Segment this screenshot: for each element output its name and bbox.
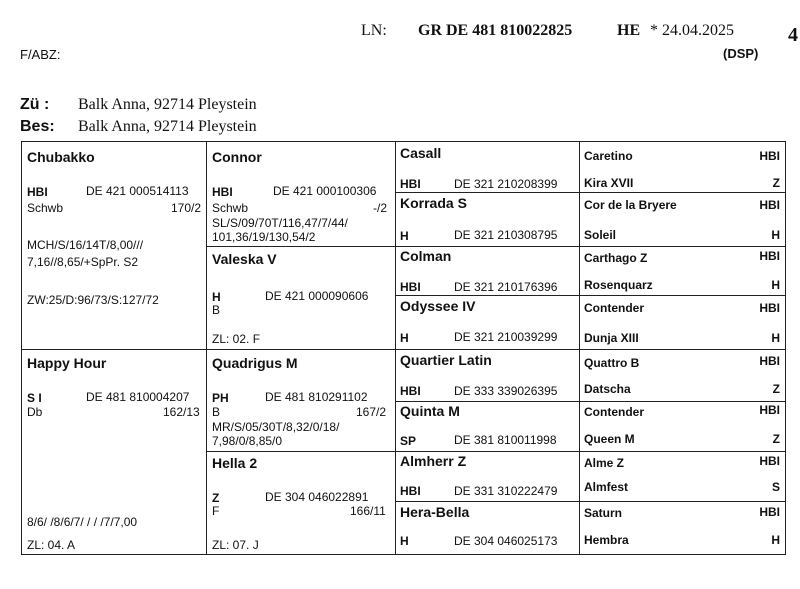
gen4-name: Cor de la Bryere [584, 198, 677, 212]
gen3-ueln: DE 381 810011998 [454, 433, 557, 447]
gen4-breed: HBI [759, 505, 780, 519]
fabz-label: F/ABZ: [20, 47, 61, 62]
dam-performance: 8/6/ /8/6/7/ / / /7/7,00 [27, 515, 138, 529]
sire-breed: HBI [27, 185, 48, 199]
gen4-breed: HBI [759, 149, 780, 163]
row-divider-main [22, 349, 785, 350]
sire-performance-1: MCH/S/16/14T/8,00/// [27, 238, 144, 252]
ss-ueln: DE 421 000100306 [273, 184, 377, 198]
dam-height: 162/13 [163, 405, 200, 419]
gen3-ueln: DE 321 210308795 [454, 228, 558, 242]
gen3-name: Almherr Z [400, 453, 467, 469]
sire-name: Chubakko [27, 149, 95, 165]
gen3-name: Hera-Bella [400, 504, 470, 520]
gen4-breed: HBI [759, 198, 780, 212]
gen3-breed: HBI [400, 484, 421, 498]
dd-zl: ZL: 07. J [212, 538, 259, 552]
ds-name: Quadrigus M [212, 355, 298, 371]
dam-name: Happy Hour [27, 355, 107, 371]
gen3-name: Quinta M [400, 403, 460, 419]
sd-zl: ZL: 02. F [212, 332, 261, 346]
gen4-breed: Z [772, 382, 780, 396]
row-divider-e3 [395, 295, 785, 296]
gen4-breed: H [771, 331, 780, 345]
gen3-name: Quartier Latin [400, 352, 492, 368]
gen4-name: Almfest [584, 480, 629, 494]
gen3-name: Odyssee IV [400, 298, 476, 314]
gen4-name: Datscha [584, 382, 631, 396]
gen4-name: Dunja XIII [584, 331, 639, 345]
ln-value: GR DE 481 810022825 [418, 22, 573, 39]
gen4-breed: HBI [759, 454, 780, 468]
col-divider-1 [206, 142, 207, 554]
dam-zl: ZL: 04. A [27, 538, 76, 552]
ss-height: -/2 [373, 201, 388, 215]
gen4-breed: HBI [759, 354, 780, 368]
gen4-name: Alme Z [584, 456, 625, 470]
gen3-breed: SP [400, 434, 417, 448]
gen3-ueln: DE 304 046025173 [454, 534, 558, 548]
gen4-name: Hembra [584, 533, 629, 547]
gen3-breed: H [400, 229, 409, 243]
gen3-ueln: DE 321 210039299 [454, 330, 558, 344]
gen3-breed: H [400, 331, 409, 345]
sd-color: B [212, 303, 221, 317]
gen3-ueln: DE 333 339026395 [454, 384, 558, 398]
gen4-name: Soleil [584, 228, 617, 242]
sire-height: 170/2 [171, 201, 202, 215]
row-divider-e1 [395, 192, 785, 193]
sd-name: Valeska V [212, 251, 277, 267]
sex-code: HE [617, 22, 641, 39]
gen4-name: Contender [584, 301, 644, 315]
sd-ueln: DE 421 000090606 [265, 289, 369, 303]
dd-breed: Z [212, 491, 220, 505]
sire-performance-2: 7,16//8,65/+SpPr. S2 [27, 255, 139, 269]
dd-height: 166/11 [350, 504, 386, 518]
col-divider-3 [579, 142, 580, 554]
dd-name: Hella 2 [212, 455, 258, 471]
gen3-name: Korrada S [400, 195, 467, 211]
gen4-breed: HBI [759, 301, 780, 315]
page-number: 4 [788, 24, 798, 46]
breeder-label: Zü : [20, 96, 50, 113]
dam-ueln: DE 481 810004207 [86, 390, 190, 404]
row-divider-q3 [206, 451, 785, 452]
sire-ueln: DE 421 000514113 [86, 184, 189, 198]
dd-ueln: DE 304 046022891 [265, 490, 369, 504]
sd-breed: H [212, 290, 221, 304]
gen4-breed: H [771, 228, 780, 242]
gen4-breed: S [771, 480, 780, 494]
ds-performance-2: 7,98/0/8,85/0 [212, 434, 283, 448]
ss-color: Schwb [212, 201, 249, 215]
ds-height: 167/2 [356, 405, 387, 419]
gen3-ueln: DE 321 210176396 [454, 280, 558, 294]
ln-label: LN: [361, 22, 387, 39]
ds-color: B [212, 405, 221, 419]
ss-breed: HBI [212, 185, 233, 199]
gen3-breed: HBI [400, 177, 421, 191]
gen3-ueln: DE 321 210208399 [454, 177, 558, 191]
gen4-name: Saturn [584, 506, 623, 520]
gen4-name: Contender [584, 405, 644, 419]
ds-ueln: DE 481 810291102 [265, 390, 368, 404]
gen3-breed: H [400, 534, 409, 548]
gen4-name: Rosenquarz [584, 278, 653, 292]
gen4-breed: H [771, 278, 780, 292]
dam-breed: S I [27, 391, 42, 405]
gen3-breed: HBI [400, 384, 421, 398]
gen4-name: Caretino [584, 149, 633, 163]
gen4-breed: Z [772, 432, 780, 446]
dam-color: Db [27, 405, 43, 419]
gen3-breed: HBI [400, 280, 421, 294]
sire-breeding-values: ZW:25/D:96/73/S:127/72 [27, 293, 159, 307]
birth-date: * 24.04.2025 [650, 22, 734, 39]
row-divider-e7 [395, 501, 785, 502]
owner-value: Balk Anna, 92714 Pleystein [78, 118, 257, 135]
gen4-name: Kira XVII [584, 176, 634, 190]
gen4-breed: Z [772, 176, 780, 190]
gen3-ueln: DE 331 310222479 [454, 484, 558, 498]
breeder-value: Balk Anna, 92714 Pleystein [78, 96, 257, 113]
row-divider-q1 [206, 246, 785, 247]
gen4-breed: HBI [759, 403, 780, 417]
ss-name: Connor [212, 149, 262, 165]
dd-color: F [212, 504, 220, 518]
gen4-name: Quattro B [584, 356, 640, 370]
dsp-label: (DSP) [723, 46, 759, 61]
sire-color: Schwb [27, 201, 64, 215]
gen4-breed: HBI [759, 249, 780, 263]
row-divider-e5 [395, 401, 785, 402]
ds-breed: PH [212, 391, 229, 405]
gen3-name: Colman [400, 248, 452, 264]
ss-performance-2: 101,36/19/130,54/2 [212, 230, 316, 244]
gen4-name: Carthago Z [584, 251, 648, 265]
pedigree-table [21, 141, 786, 555]
ss-performance-1: SL/S/09/70T/116,47/7/44/ [212, 216, 348, 230]
gen3-name: Casall [400, 145, 442, 161]
gen4-name: Queen M [584, 432, 635, 446]
col-divider-2 [395, 142, 396, 554]
ds-performance-1: MR/S/05/30T/8,32/0/18/ [212, 420, 340, 434]
gen4-breed: H [771, 533, 780, 547]
owner-label: Bes: [20, 118, 55, 135]
